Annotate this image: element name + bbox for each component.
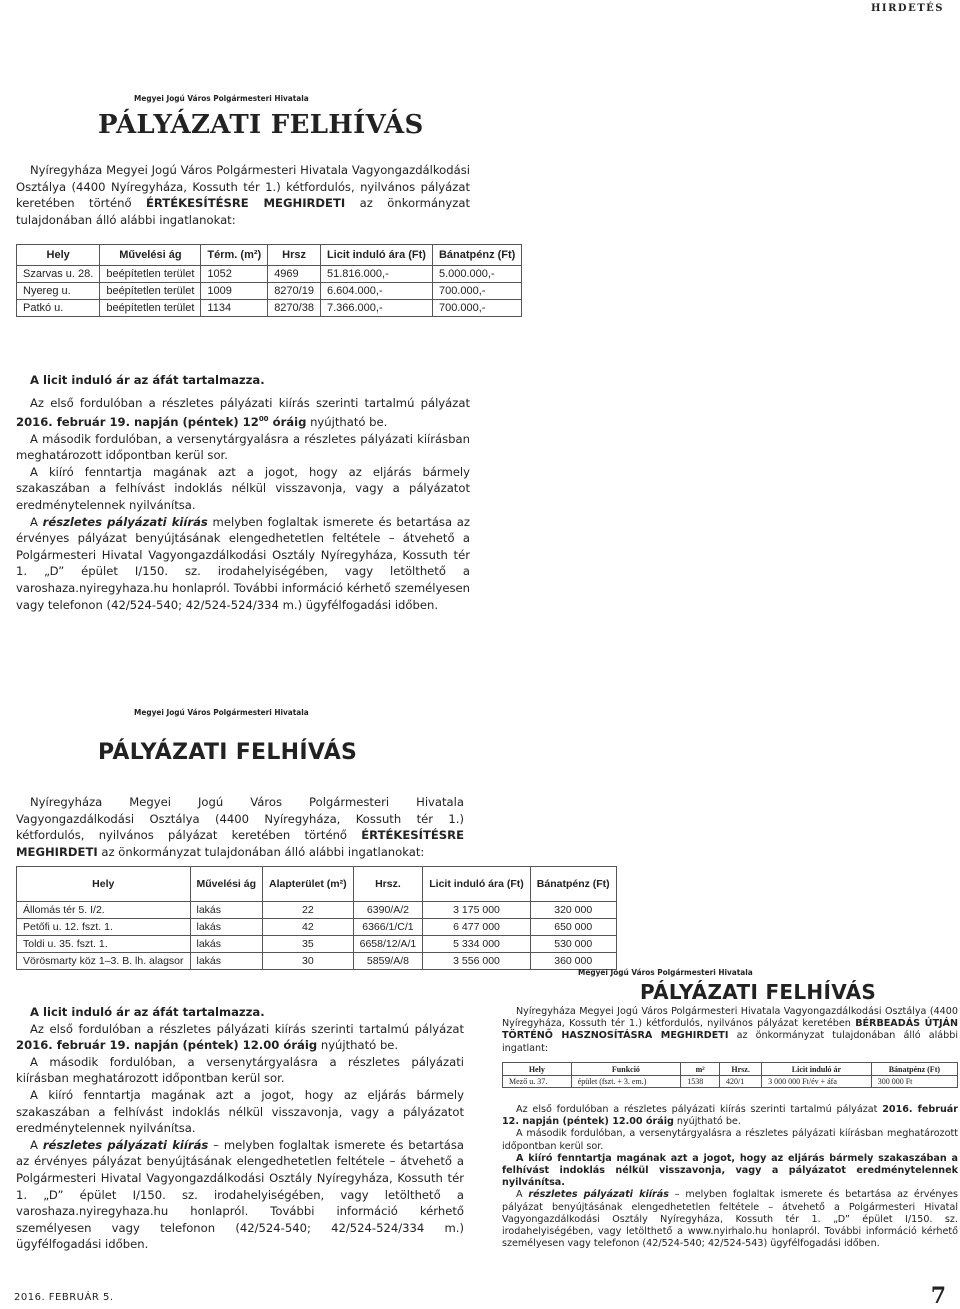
ad2-table-cell: 42 (263, 919, 354, 936)
ad3-column-header: Funkció (571, 1063, 681, 1076)
ad2-table-row (17, 919, 617, 936)
ad2-column-header: Bánatpénz (Ft) (530, 867, 616, 902)
ad3-table-cell: 3 000 000 Ft/év + áfa (762, 1076, 872, 1088)
ad1-table-cell: Nyereg u. (17, 283, 100, 300)
ad2-body (16, 1004, 464, 1253)
ad3-column-header: Bánatpénz (Ft) (871, 1063, 957, 1076)
ad1-table-cell: 8270/19 (268, 283, 321, 300)
ad3-second-round: A második fordulóban, a versenytárgyalásra a részletes pályázati kiírásban meghatározott időpontban kerül sor. (502, 1128, 958, 1152)
ad2-table-cell: Toldi u. 35. fszt. 1. (17, 936, 191, 953)
ad2-vat-note: A licit induló ár az áfát tartalmazza. (30, 1005, 265, 1019)
ad2-table-cell: 3 175 000 (423, 902, 531, 919)
ad2-property-table (16, 866, 617, 970)
ad1-table-cell: 8270/38 (268, 300, 321, 317)
ad2-table-cell: lakás (190, 936, 263, 953)
ad3-table-cell: 420/1 (720, 1076, 762, 1088)
ad2-table-cell: 3 556 000 (423, 953, 531, 970)
ad1-vat-note: A licit induló ár az áfát tartalmazza. (30, 373, 265, 387)
ad1-title: PÁLYÁZATI FELHÍVÁS (98, 110, 424, 140)
ad3-reservation: A kiíró fenntartja magának azt a jogot, hogy az eljárás bármely szakaszában a felhívást indoklás nélkül visszavonja, vagy a pályázatot eredménytelennek nyilvánítsa. (502, 1152, 958, 1189)
ad2-table-cell: 5859/A/8 (353, 953, 423, 970)
ad1-header-row (17, 245, 522, 266)
ad2-table-cell: 6658/12/A/1 (353, 936, 423, 953)
ad3-column-header: Hrsz. (720, 1063, 762, 1076)
ad3-table-cell: épület (fszt. + 3. em.) (571, 1076, 681, 1088)
ad1-table-row (17, 283, 522, 300)
ad2-table-cell: Vörösmarty köz 1–3. B. lh. alagsor (17, 953, 191, 970)
ad2-column-header: Alapterület (m²) (263, 867, 354, 902)
ad1-body (16, 372, 470, 613)
ad2-title: PÁLYÁZATI FELHÍVÁS (98, 740, 358, 765)
ad1-table-cell: 6.604.000,- (320, 283, 432, 300)
ad2-second-round: A második fordulóban, a versenytárgyalásra a részletes pályázati kiírásban meghatározott időpontban kerül sor. (16, 1054, 464, 1086)
ad3-details: A részletes pályázati kiírás – melyben foglaltak ismerete és betartása az érvényes pályázat benyújtásának elengedhetetlen feltétele – átvehető a Polgármesteri Hivatal Vagyongazdálkodási Osztály Nyíregyháza, Kossuth tér 1. „D” épület I/150. sz. irodahelyiségében, vagy letölthető a www.nyirhalo.hu honlapról. További információ kérhető személyesen vagy telefonon (42/524-540; 42/524-543) ügyfélfogadási időben. (502, 1189, 958, 1250)
ad1-table-cell: beépítetlen terület (100, 300, 201, 317)
ad3-column-header: Hely (503, 1063, 572, 1076)
ad1-column-header: Művelési ág (100, 245, 201, 266)
ad1-column-header: Bánatpénz (Ft) (432, 245, 521, 266)
ad1-column-header: Térm. (m²) (201, 245, 268, 266)
ad3-header-row (503, 1063, 958, 1076)
ad1-table-cell: 5.000.000,- (432, 266, 521, 283)
ad2-column-header: Művelési ág (190, 867, 263, 902)
ad1-table-cell: 1052 (201, 266, 268, 283)
page-number: 7 (930, 1283, 946, 1309)
ad2-table-cell: 650 000 (530, 919, 616, 936)
ad3-org: Megyei Jogú Város Polgármesteri Hivatala (578, 968, 753, 977)
ad1-details: A részletes pályázati kiírás melyben foglaltak ismerete és betartása az érvényes pályázat benyújtásának elengedhetetlen feltétele – átvehető a Polgármesteri Hivatal Vagyongazdálkodási Osztály Nyíregyháza, Kossuth tér 1. „D” épület I/150. sz. irodahelyiségében, vagy letölthető a varoshaza.nyiregyhaza.hu honlapról. További információ kérhető személyesen vagy telefonon (42/524-540; 42/524-524/334 m.) ügyfélfogadási időben. (16, 514, 470, 612)
ad2-deadline: Az első fordulóban a részletes pályázati kiírás szerinti tartalmú pályázat 2016. február 19. napján (péntek) 12.00 óráig nyújtható be. (16, 1021, 464, 1053)
ad3-table-cell: 1538 (681, 1076, 720, 1088)
ad2-table-cell: 5 334 000 (423, 936, 531, 953)
ad1-table-cell: Patkó u. (17, 300, 100, 317)
ad1-table-row (17, 266, 522, 283)
ad2-intro: Nyíregyháza Megyei Jogú Város Polgármesteri Hivatala Vagyongazdálkodási Osztálya (4400 Nyíregyháza, Kossuth tér 1.) kétfordulós, nyilvános pályázat keretében történő ÉRTÉKESÍTÉSRE MEGHIRDETI az önkormányzat tulajdonában álló alábbi ingatlanokat: (16, 795, 464, 859)
ad2-column-header: Hrsz. (353, 867, 423, 902)
footer-date: 2016. FEBRUÁR 5. (14, 1292, 114, 1303)
ad1-column-header: Licit induló ára (Ft) (320, 245, 432, 266)
ad2-column-header: Hely (17, 867, 191, 902)
ad1-table-cell: 7.366.000,- (320, 300, 432, 317)
ad1-table-cell: 1134 (201, 300, 268, 317)
ad3-property-table (502, 1062, 958, 1088)
ad1-intro: Nyíregyháza Megyei Jogú Város Polgármesteri Hivatala Vagyongazdálkodási Osztálya (4400 Nyíregyháza, Kossuth tér 1.) kétfordulós, nyilvános pályázat keretében történő ÉRTÉKESÍTÉSRE MEGHIRDETI az önkormányzat tulajdonában álló alábbi ingatlanokat: (16, 163, 470, 227)
ad1-table-row (17, 300, 522, 317)
ad2-table-row (17, 936, 617, 953)
section-header: HIRDETÉS (870, 3, 944, 14)
ad2-table-cell: 35 (263, 936, 354, 953)
ad3-table-cell: Mező u. 37. (503, 1076, 572, 1088)
ad2-org: Megyei Jogú Város Polgármesteri Hivatala (134, 708, 309, 717)
ad1-second-round: A második fordulóban, a versenytárgyalásra a részletes pályázati kiírásban meghatározott időpontban kerül sor. (16, 431, 470, 463)
ad3-column-header: Licit induló ár (762, 1063, 872, 1076)
ad3-table-row (503, 1076, 958, 1088)
ad2-table-cell: lakás (190, 902, 263, 919)
ad3-title: PÁLYÁZATI FELHÍVÁS (640, 980, 877, 1004)
ad1-table-cell: 4969 (268, 266, 321, 283)
ad1-table-cell: Szarvas u. 28. (17, 266, 100, 283)
ad2-details: A részletes pályázati kiírás – melyben foglaltak ismerete és betartása az érvényes pályázat benyújtásának elengedhetetlen feltétele – átvehető a Polgármesteri Hivatal Vagyongazdálkodási Osztály Nyíregyháza, Kossuth tér 1. „D” épület I/150. sz. irodahelyiségében, vagy letölthető a varoshaza.nyiregyhaza.hu honlapról. További információ kérhető személyesen vagy telefonon (42/524-540; 42/524-524/334 m.) ügyfélfogadási időben. (16, 1137, 464, 1252)
ad1-table-cell: 700.000,- (432, 300, 521, 317)
ad1-deadline: Az első fordulóban a részletes pályázati kiírás szerinti tartalmú pályázat 2016. február 19. napján (péntek) $12^{00}$ óráig nyújtható be. (16, 395, 470, 430)
ad2-table-cell: lakás (190, 919, 263, 936)
ad1-reservation: A kiíró fenntartja magának azt a jogot, hogy az eljárás bármely szakaszában a felhívást indoklás nélkül visszavonja, vagy a pályázatot eredménytelennek nyilvánítsa. (16, 464, 470, 513)
ad2-table-cell: 22 (263, 902, 354, 919)
ad1-column-header: Hrsz (268, 245, 321, 266)
ad1-table-cell: 51.816.000,- (320, 266, 432, 283)
ad3-table-cell: 300 000 Ft (871, 1076, 957, 1088)
ad1-property-table (16, 244, 522, 317)
ad2-column-header: Licit induló ára (Ft) (423, 867, 531, 902)
ad1-org: Megyei Jogú Város Polgármesteri Hivatala (134, 94, 309, 103)
ad3-intro: Nyíregyháza Megyei Jogú Város Polgármesteri Hivatala Vagyongazdálkodási Osztálya (4400 Nyíregyháza, Kossuth tér 1.) kétfordulós, nyilvános pályázat keretében BÉRBEADÁS ÚTJÁN TÖRTÉNŐ HASZNOSÍTÁSRA MEGHIRDETI az önkormányzat tulajdonában álló alábbi ingatlant: (502, 1006, 959, 1054)
ad3-column-header: m² (681, 1063, 720, 1076)
ad2-table-cell: 320 000 (530, 902, 616, 919)
ad2-table-row (17, 953, 617, 970)
ad1-table-cell: 700.000,- (432, 283, 521, 300)
ad2-table-cell: Petőfi u. 12. fszt. 1. (17, 919, 191, 936)
ad2-reservation: A kiíró fenntartja magának azt a jogot, hogy az eljárás bármely szakaszában a felhívást indoklás nélkül visszavonja, vagy a pályázatot eredménytelennek nyilvánítsa. (16, 1087, 464, 1136)
ad2-table-cell: 6 477 000 (423, 919, 531, 936)
ad1-table-cell: beépítetlen terület (100, 283, 201, 300)
ad2-header-row (17, 867, 617, 902)
ad2-table-row (17, 902, 617, 919)
ad2-table-cell: lakás (190, 953, 263, 970)
ad1-table-cell: beépítetlen terület (100, 266, 201, 283)
ad2-table-cell: 530 000 (530, 936, 616, 953)
ad3-deadline: Az első fordulóban a részletes pályázati kiírás szerinti tartalmú pályázat 2016. február 12. napján (péntek) 12.00 óráig nyújtható be. (502, 1104, 958, 1128)
ad2-table-cell: 6390/A/2 (353, 902, 423, 919)
ad2-table-cell: 360 000 (530, 953, 616, 970)
ad1-column-header: Hely (17, 245, 100, 266)
ad1-table-cell: 1009 (201, 283, 268, 300)
ad2-table-cell: 6366/1/C/1 (353, 919, 423, 936)
ad2-table-cell: Állomás tér 5. I/2. (17, 902, 191, 919)
ad2-table-cell: 30 (263, 953, 354, 970)
ad3-body (502, 1104, 958, 1250)
